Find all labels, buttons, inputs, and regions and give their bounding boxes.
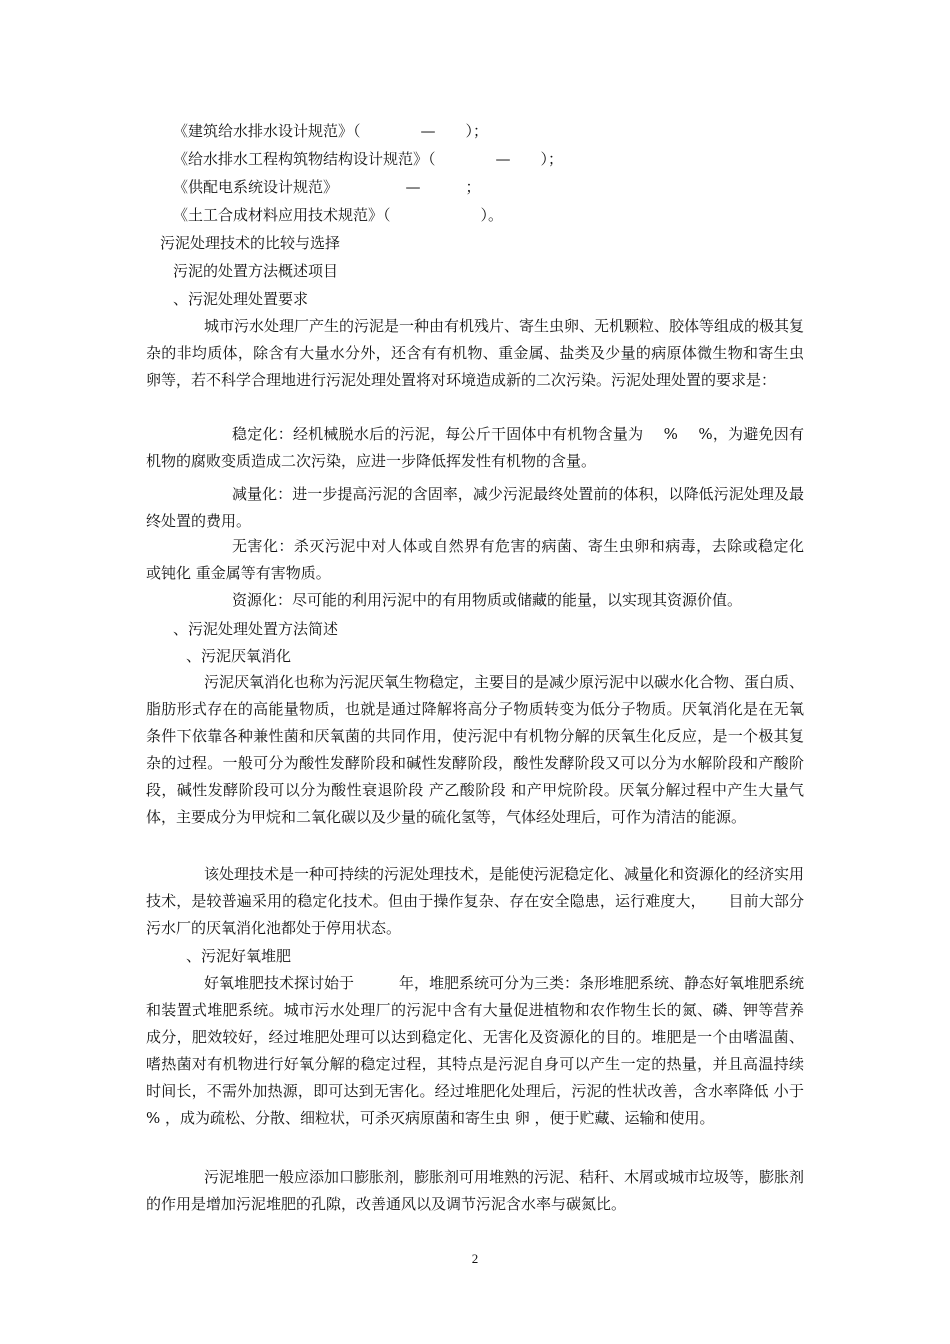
page-number: 2 xyxy=(471,1251,479,1266)
paragraph-compost-1: 好氧堆肥技术探讨始于 年，堆肥系统可分为三类：条形堆肥系统、静态好氧堆肥系统和装置式堆肥系统。城市污水处理厂的污泥中含有大量促进植物和农作物生长的氮、磷、钾等营养成分，肥效较好，经过堆肥处理可以达到稳定化、无害化及资源化的目的。堆肥是一个由嗜温菌、嗜热菌对有机物进行好氧分解的稳定过程，其特点是污泥自身可以产生一定的热量，并且高温持续时间长，不需外加热源，即可达到无害化。经过堆肥化处理后，污泥的性状改善，含水率降低 小于 % ，成为疏松、分散、细粒状，可杀灭病原菌和寄生虫 卵 ，便于贮藏、运输和使用。 xyxy=(146,974,824,1127)
section-heading-anaerobic: 、污泥厌氧消化 xyxy=(186,647,292,665)
standard-item-2: 《给水排水工程构筑物结构设计规范》（ — ）； xyxy=(173,150,564,168)
paragraph-anaerobic-1: 污泥厌氧消化也称为污泥厌氧生物稳定，主要目的是减少原污泥中以碳水化合物、蛋白质、脂肪形式存在的高能量物质，也就是通过降解将高分子物质转变为低分子物质。厌氧消化是在无氧条件下依靠各种兼性菌和厌氧菌的共同作用，使污泥中有机物分解的厌氧生化反应，是一个极其复杂的过程。一般可分为酸性发酵阶段和碱性发酵阶段，酸性发酵阶段又可以分为水解阶段和产酸阶段，碱性发酵阶段可以分为酸性衰退阶段 产乙酸阶段 和产甲烷阶段。厌氧分解过程中产生大量气体，主要成分为甲烷和二氧化碳以及少量的硫化氢等，气体经处理后，可作为清洁的能源。 xyxy=(146,673,805,826)
paragraph-anaerobic-2: 该处理技术是一种可持续的污泥处理技术，是能使污泥稳定化、减量化和资源化的经济实用技术，是较普遍采用的稳定化技术。但由于操作复杂、存在安全隐患，运行难度大， 目前大部分污水厂的厌氧消化池都处于停用状态。 xyxy=(146,865,805,937)
section-heading-main: 污泥处理技术的比较与选择 xyxy=(160,234,341,252)
paragraph-stabilization: 稳定化：经机械脱水后的污泥，每公斤干固体中有机物含量为 % %，为避免因有机物的腐败变质造成二次污染，应进一步降低挥发性有机物的含量。 xyxy=(146,425,804,470)
section-heading-compost: 、污泥好氧堆肥 xyxy=(186,947,292,965)
standard-item-4: 《土工合成材料应用技术规范》（ ）。 xyxy=(173,206,504,224)
paragraph-harmless: 无害化：杀灭污泥中对人体或自然界有危害的病菌、寄生虫卵和病毒，去除或稳定化 或钝化 重金属等有害物质。 xyxy=(146,537,804,582)
section-heading-methods: 、污泥处理处置方法简述 xyxy=(173,620,339,638)
paragraph-resource: 资源化：尽可能的利用污泥中的有用物质或储藏的能量，以实现其资源价值。 xyxy=(232,591,743,609)
standard-item-1: 《建筑给水排水设计规范》（ — ）； xyxy=(173,122,489,140)
section-heading-requirements: 、污泥处理处置要求 xyxy=(173,290,309,308)
paragraph-compost-2: 污泥堆肥一般应添加口膨胀剂，膨胀剂可用堆熟的污泥、秸秆、木屑或城市垃圾等，膨胀剂的作用是增加污泥堆肥的孔隙，改善通风以及调节污泥含水率与碳氮比。 xyxy=(146,1168,805,1213)
paragraph-reduction: 减量化：进一步提高污泥的含固率，减少污泥最终处置前的体积，以降低污泥处理及最终处置的费用。 xyxy=(146,485,804,530)
section-heading-sub: 污泥的处置方法概述项目 xyxy=(173,262,339,280)
standard-item-3: 《供配电系统设计规范》 — ； xyxy=(173,178,481,196)
paragraph-requirements-intro: 城市污水处理厂产生的污泥是一种由有机残片、寄生虫卵、无机颗粒、胶体等组成的极其复杂的非均质体，除含有大量水分外，还含有有机物、重金属、盐类及少量的病原体微生物和寄生虫卵等，若不科学合理地进行污泥处理处置将对环境造成新的二次污染。污泥处理处置的要求是： xyxy=(146,317,805,389)
